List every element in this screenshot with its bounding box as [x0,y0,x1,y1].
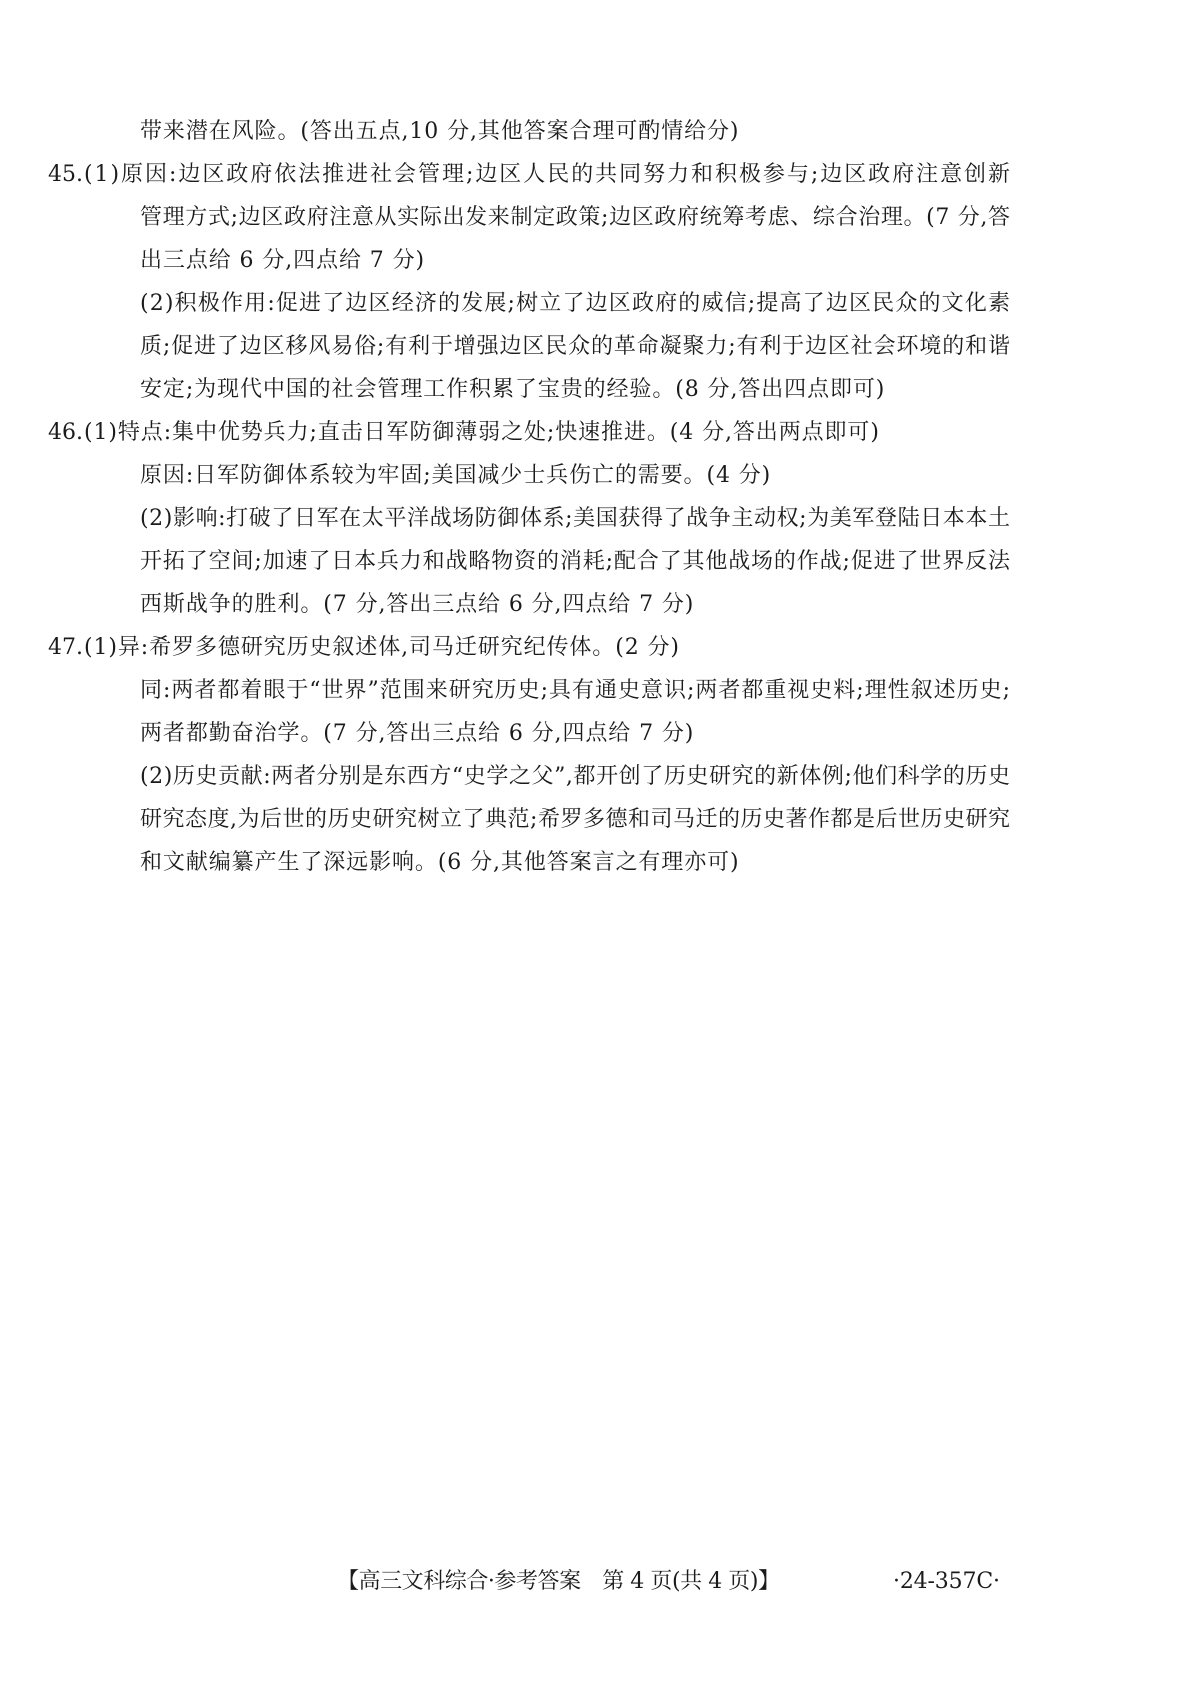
question-number: 47. [48,635,83,660]
answer-line: (1)特点:集中优势兵力;直击日军防御薄弱之处;快速推进。(4 分,答出两点即可) [84,420,880,445]
question-number: 45. [48,162,83,187]
answer-line: 同:两者都着眼于“世界”范围来研究历史;具有通史意识;两者都重视史料;理性叙述历史; [140,678,1011,703]
answer-line: 开拓了空间;加速了日本兵力和战略物资的消耗;配合了其他战场的作战;促进了世界反法 [140,549,1011,574]
answer-line: (1)异:希罗多德研究历史叙述体,司马迁研究纪传体。(2 分) [84,635,680,660]
answer-line: 带来潜在风险。(答出五点,10 分,其他答案合理可酌情给分) [140,119,740,144]
answer-line: (1)原因:边区政府依法推进社会管理;边区人民的共同努力和积极参与;边区政府注意创新 [84,162,1012,187]
answer-line: 安定;为现代中国的社会管理工作积累了宝贵的经验。(8 分,答出四点即可) [140,377,886,402]
answer-line: (2)积极作用:促进了边区经济的发展;树立了边区政府的威信;提高了边区民众的文化素 [140,291,1012,316]
answer-line: 研究态度,为后世的历史研究树立了典范;希罗多德和司马迁的历史著作都是后世历史研究 [140,807,1011,832]
answer-line: 管理方式;边区政府注意从实际出发来制定政策;边区政府统筹考虑、综合治理。(7 分,答 [140,205,1011,230]
answer-line: 西斯战争的胜利。(7 分,答出三点给 6 分,四点给 7 分) [140,592,695,617]
footer-code: ·24-357C· [893,1569,1000,1594]
answer-line: 原因:日军防御体系较为牢固;美国减少士兵伤亡的需要。(4 分) [140,463,772,488]
answer-line: 两者都勤奋治学。(7 分,答出三点给 6 分,四点给 7 分) [140,721,695,746]
question-number: 46. [48,420,83,445]
answer-line: 出三点给 6 分,四点给 7 分) [140,248,425,273]
answer-line: (2)影响:打破了日军在太平洋战场防御体系;美国获得了战争主动权;为美军登陆日本本土 [140,506,1011,531]
answer-line: (2)历史贡献:两者分别是东西方“史学之父”,都开创了历史研究的新体例;他们科学的历史 [140,764,1011,789]
answer-line: 和文献编纂产生了深远影响。(6 分,其他答案言之有理亦可) [140,850,740,875]
answer-line: 质;促进了边区移风易俗;有利于增强边区民众的革命凝聚力;有利于边区社会环境的和谐 [140,334,1011,359]
footer-title: 【高三文科综合·参考答案 第 4 页(共 4 页)】 [337,1569,780,1594]
